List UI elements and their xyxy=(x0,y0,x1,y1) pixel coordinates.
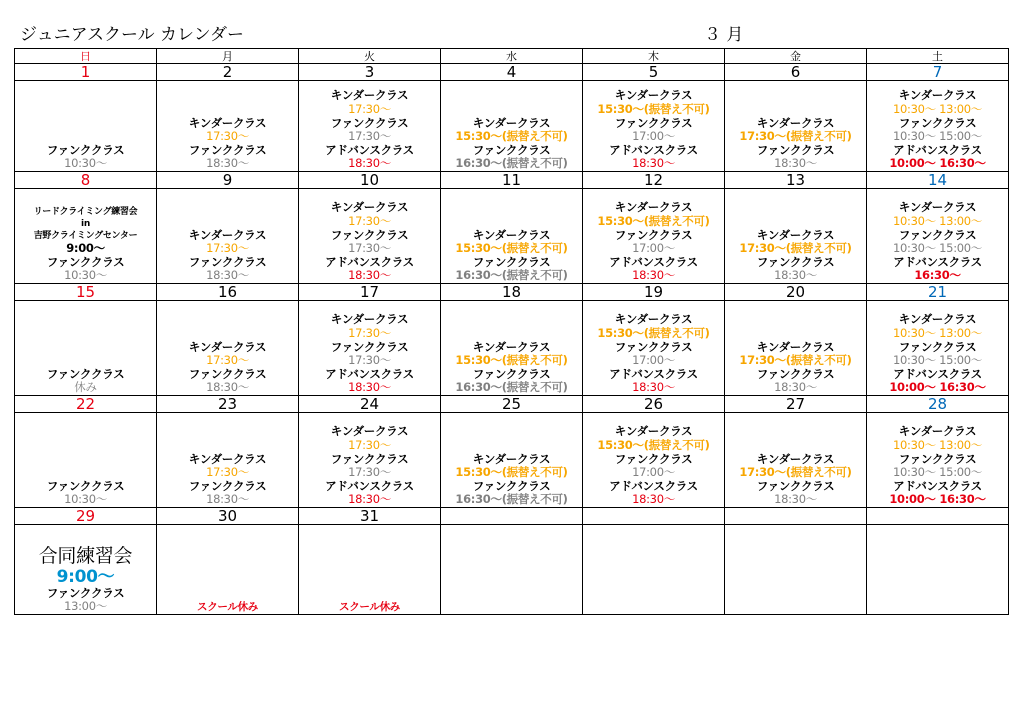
class-name: ファンククラス xyxy=(330,227,409,242)
class-name: キンダークラス xyxy=(756,339,835,354)
day-cell xyxy=(583,81,725,172)
day-cell xyxy=(299,189,441,284)
class-name: ファンククラス xyxy=(472,366,551,381)
schedule-row xyxy=(15,301,1009,396)
date-number: 6 xyxy=(725,64,867,81)
day-cell xyxy=(583,525,725,615)
date-number xyxy=(725,508,867,525)
day-cell xyxy=(441,413,583,508)
day-cell xyxy=(15,189,157,284)
class-name: アドバンスクラス xyxy=(893,142,982,157)
day-cell xyxy=(299,81,441,172)
class-name: 15:30～(振替え不可) xyxy=(455,353,568,368)
day-cell xyxy=(867,301,1009,396)
closed-note: スクール休み xyxy=(339,601,400,613)
class-name: キンダークラス xyxy=(756,451,835,466)
date-row xyxy=(15,172,1009,189)
date-number: 3 xyxy=(299,64,441,81)
date-number: 29 xyxy=(15,508,157,525)
date-number: 1 xyxy=(15,64,157,81)
date-number: 2 xyxy=(157,64,299,81)
class-name: ファンククラス xyxy=(614,451,693,466)
class-time: 17:00～ xyxy=(632,129,675,144)
class-name: キンダークラス xyxy=(472,115,551,130)
class-name: キンダークラス xyxy=(188,115,267,130)
class-name: キンダークラス xyxy=(188,451,267,466)
day-cell xyxy=(15,301,157,396)
class-time: 10:30～ 13:00～ xyxy=(892,438,983,453)
class-name: キンダークラス xyxy=(898,200,977,215)
class-name: アドバンスクラス xyxy=(893,366,982,381)
class-name: キンダークラス xyxy=(472,451,551,466)
class-name: キンダークラス xyxy=(330,424,409,439)
class-name: リードクライミング練習会 xyxy=(33,207,138,218)
class-time: 18:30～ xyxy=(206,492,249,507)
day-cell xyxy=(299,301,441,396)
calendar xyxy=(14,48,1008,629)
class-name: 合同練習会 xyxy=(38,544,133,567)
weekday-tue: 火 xyxy=(299,49,441,64)
class-name: 15:30～(振替え不可) xyxy=(455,465,568,480)
class-time: 18:30～ xyxy=(206,268,249,283)
class-name: アドバンスクラス xyxy=(325,142,414,157)
weekday-header-row xyxy=(15,49,1009,64)
date-number: 15 xyxy=(15,284,157,301)
weekday-sat: 土 xyxy=(867,49,1009,64)
class-name: アドバンスクラス xyxy=(609,366,698,381)
day-cell xyxy=(867,189,1009,284)
class-time: 10:30～ 15:00～ xyxy=(892,129,983,144)
class-time: 17:30～ xyxy=(348,241,391,256)
weekday-mon: 月 xyxy=(157,49,299,64)
class-time: 17:30～ xyxy=(348,326,391,341)
date-number xyxy=(867,508,1009,525)
class-name: ファンククラス xyxy=(46,254,125,269)
class-time: 10:30～ 13:00～ xyxy=(892,326,983,341)
class-name: ファンククラス xyxy=(472,142,551,157)
class-name: ファンククラス xyxy=(188,142,267,157)
class-name: ファンククラス xyxy=(756,142,835,157)
page-title: ジュニアスクール カレンダー xyxy=(20,25,244,45)
date-number: 10 xyxy=(299,172,441,189)
class-name: ファンククラス xyxy=(614,115,693,130)
date-number: 12 xyxy=(583,172,725,189)
class-name: 16:30～(振替え不可) xyxy=(455,156,568,171)
date-number: 27 xyxy=(725,396,867,413)
class-time: 17:30～ xyxy=(348,102,391,117)
class-name: キンダークラス xyxy=(472,339,551,354)
class-time: 18:30～ xyxy=(632,268,675,283)
date-number: 9 xyxy=(157,172,299,189)
day-cell xyxy=(725,525,867,615)
class-name: ファンククラス xyxy=(330,339,409,354)
class-name: キンダークラス xyxy=(898,424,977,439)
class-name: ファンククラス xyxy=(898,115,977,130)
day-cell xyxy=(157,189,299,284)
class-name: キンダークラス xyxy=(472,227,551,242)
class-time: 18:30～ xyxy=(632,380,675,395)
class-time: 18:30～ xyxy=(206,156,249,171)
class-time: 17:30～ xyxy=(348,214,391,229)
class-name: 16:30～(振替え不可) xyxy=(455,492,568,507)
day-cell xyxy=(725,301,867,396)
class-name: in xyxy=(81,219,90,230)
class-name: 10:00～ 16:30～ xyxy=(889,380,986,395)
class-time: 18:30～ xyxy=(348,156,391,171)
class-name: アドバンスクラス xyxy=(893,254,982,269)
weekday-wed: 水 xyxy=(441,49,583,64)
class-time: 17:00～ xyxy=(632,465,675,480)
closed-note: スクール休み xyxy=(197,601,258,613)
class-name: キンダークラス xyxy=(614,424,693,439)
class-name: ファンククラス xyxy=(46,366,125,381)
date-number: 24 xyxy=(299,396,441,413)
class-time: 18:30～ xyxy=(774,156,817,171)
class-name: アドバンスクラス xyxy=(609,254,698,269)
class-name: 17:30～(振替え不可) xyxy=(739,465,852,480)
class-time: 18:30～ xyxy=(348,492,391,507)
class-time: 17:30～ xyxy=(206,241,249,256)
class-time: 10:30～ xyxy=(64,156,107,171)
class-name: 15:30～(振替え不可) xyxy=(597,326,710,341)
weekday-fri: 金 xyxy=(725,49,867,64)
date-number: 25 xyxy=(441,396,583,413)
date-number: 13 xyxy=(725,172,867,189)
class-name: ファンククラス xyxy=(898,339,977,354)
class-time: 17:00～ xyxy=(632,241,675,256)
class-name: 17:30～(振替え不可) xyxy=(739,241,852,256)
day-cell xyxy=(725,189,867,284)
date-number: 19 xyxy=(583,284,725,301)
class-name: キンダークラス xyxy=(330,312,409,327)
class-name: キンダークラス xyxy=(614,200,693,215)
class-name: 17:30～(振替え不可) xyxy=(739,129,852,144)
class-name: ファンククラス xyxy=(46,585,125,600)
class-time: 17:30～ xyxy=(348,129,391,144)
class-name: キンダークラス xyxy=(756,227,835,242)
class-name: 15:30～(振替え不可) xyxy=(597,214,710,229)
day-cell xyxy=(299,525,441,615)
class-name: 10:00～ 16:30～ xyxy=(889,156,986,171)
class-time: 10:30～ 13:00～ xyxy=(892,214,983,229)
class-time: 10:30～ 15:00～ xyxy=(892,241,983,256)
date-number: 20 xyxy=(725,284,867,301)
class-time: 18:30～ xyxy=(774,380,817,395)
class-name: ファンククラス xyxy=(614,339,693,354)
class-name: ファンククラス xyxy=(756,366,835,381)
class-name: アドバンスクラス xyxy=(893,478,982,493)
date-number: 7 xyxy=(867,64,1009,81)
class-time: 17:00～ xyxy=(632,353,675,368)
class-time: 17:30～ xyxy=(348,438,391,453)
class-name: ファンククラス xyxy=(756,478,835,493)
class-name: 16:30～(振替え不可) xyxy=(455,380,568,395)
date-number: 31 xyxy=(299,508,441,525)
class-time: 18:30～ xyxy=(348,380,391,395)
class-name: ファンククラス xyxy=(898,227,977,242)
class-time: 10:30～ xyxy=(64,268,107,283)
date-number: 17 xyxy=(299,284,441,301)
class-name: ファンククラス xyxy=(472,478,551,493)
calendar-table xyxy=(14,48,1009,615)
class-name: ファンククラス xyxy=(614,227,693,242)
class-name: ファンククラス xyxy=(898,451,977,466)
day-cell xyxy=(867,81,1009,172)
day-cell xyxy=(15,81,157,172)
date-number: 22 xyxy=(15,396,157,413)
date-number: 18 xyxy=(441,284,583,301)
weekday-sun: 日 xyxy=(15,49,157,64)
date-number xyxy=(441,508,583,525)
class-time: 10:30～ 15:00～ xyxy=(892,353,983,368)
class-name: キンダークラス xyxy=(330,200,409,215)
day-cell xyxy=(725,413,867,508)
day-cell xyxy=(157,413,299,508)
date-number: 14 xyxy=(867,172,1009,189)
class-name: キンダークラス xyxy=(188,339,267,354)
date-number: 4 xyxy=(441,64,583,81)
class-name: ファンククラス xyxy=(188,478,267,493)
class-name: キンダークラス xyxy=(898,88,977,103)
class-name: キンダークラス xyxy=(898,312,977,327)
class-time: 休み xyxy=(74,380,97,395)
date-row xyxy=(15,64,1009,81)
weekday-thu: 木 xyxy=(583,49,725,64)
day-cell xyxy=(441,301,583,396)
class-name: 15:30～(振替え不可) xyxy=(455,241,568,256)
class-name: ファンククラス xyxy=(188,366,267,381)
class-name: ファンククラス xyxy=(330,451,409,466)
day-cell xyxy=(441,525,583,615)
class-name: アドバンスクラス xyxy=(325,254,414,269)
day-cell xyxy=(299,413,441,508)
class-time: 13:00～ xyxy=(64,599,107,614)
date-number: 26 xyxy=(583,396,725,413)
day-cell xyxy=(583,413,725,508)
class-time: 18:30～ xyxy=(206,380,249,395)
class-name: キンダークラス xyxy=(614,312,693,327)
day-cell xyxy=(15,413,157,508)
class-name: ファンククラス xyxy=(472,254,551,269)
class-name: 16:30～(振替え不可) xyxy=(455,268,568,283)
class-name: キンダークラス xyxy=(330,88,409,103)
day-cell xyxy=(583,189,725,284)
date-number xyxy=(583,508,725,525)
class-time: 17:30～ xyxy=(206,465,249,480)
class-name: キンダークラス xyxy=(756,115,835,130)
class-name: 15:30～(振替え不可) xyxy=(597,102,710,117)
class-time: 18:30～ xyxy=(632,156,675,171)
day-cell xyxy=(157,301,299,396)
day-cell xyxy=(157,525,299,615)
schedule-row xyxy=(15,525,1009,615)
date-row xyxy=(15,396,1009,413)
date-number: 16 xyxy=(157,284,299,301)
schedule-row xyxy=(15,413,1009,508)
class-name: アドバンスクラス xyxy=(609,478,698,493)
day-cell xyxy=(867,413,1009,508)
class-name: ファンククラス xyxy=(46,142,125,157)
class-time: 18:30～ xyxy=(632,492,675,507)
date-number: 21 xyxy=(867,284,1009,301)
day-cell xyxy=(441,81,583,172)
class-time: 18:30～ xyxy=(774,492,817,507)
class-name: ファンククラス xyxy=(46,478,125,493)
class-time: 10:30～ 13:00～ xyxy=(892,102,983,117)
class-time: 10:30～ 15:00～ xyxy=(892,465,983,480)
class-name: 15:30～(振替え不可) xyxy=(597,438,710,453)
class-name: アドバンスクラス xyxy=(325,478,414,493)
day-cell xyxy=(583,301,725,396)
schedule-row xyxy=(15,189,1009,284)
class-time: 17:30～ xyxy=(348,465,391,480)
day-cell xyxy=(725,81,867,172)
date-number: 30 xyxy=(157,508,299,525)
date-row xyxy=(15,508,1009,525)
class-name: ファンククラス xyxy=(756,254,835,269)
schedule-row xyxy=(15,81,1009,172)
day-cell xyxy=(15,525,157,615)
class-name: キンダークラス xyxy=(188,227,267,242)
class-name: 16:30～ xyxy=(914,268,961,283)
class-name: 吉野クライミングセンター xyxy=(33,231,138,242)
class-name: アドバンスクラス xyxy=(325,366,414,381)
class-time: 10:30～ xyxy=(64,492,107,507)
date-number: 28 xyxy=(867,396,1009,413)
class-time: 18:30～ xyxy=(774,268,817,283)
date-row xyxy=(15,284,1009,301)
class-name: アドバンスクラス xyxy=(609,142,698,157)
class-time: 17:30～ xyxy=(206,353,249,368)
date-number: 11 xyxy=(441,172,583,189)
class-name: 15:30～(振替え不可) xyxy=(455,129,568,144)
month-label: ３ 月 xyxy=(704,25,744,45)
class-time: 17:30～ xyxy=(206,129,249,144)
date-number: 8 xyxy=(15,172,157,189)
class-name: 10:00～ 16:30～ xyxy=(889,492,986,507)
class-time: 18:30～ xyxy=(348,268,391,283)
class-name: 17:30～(振替え不可) xyxy=(739,353,852,368)
day-cell xyxy=(867,525,1009,615)
class-name: キンダークラス xyxy=(614,88,693,103)
class-name: ファンククラス xyxy=(330,115,409,130)
date-number: 23 xyxy=(157,396,299,413)
class-time: 17:30～ xyxy=(348,353,391,368)
class-name: 9:00～ xyxy=(66,241,105,256)
day-cell xyxy=(441,189,583,284)
date-number: 5 xyxy=(583,64,725,81)
day-cell xyxy=(157,81,299,172)
class-time: 9:00～ xyxy=(56,566,115,587)
class-name: ファンククラス xyxy=(188,254,267,269)
